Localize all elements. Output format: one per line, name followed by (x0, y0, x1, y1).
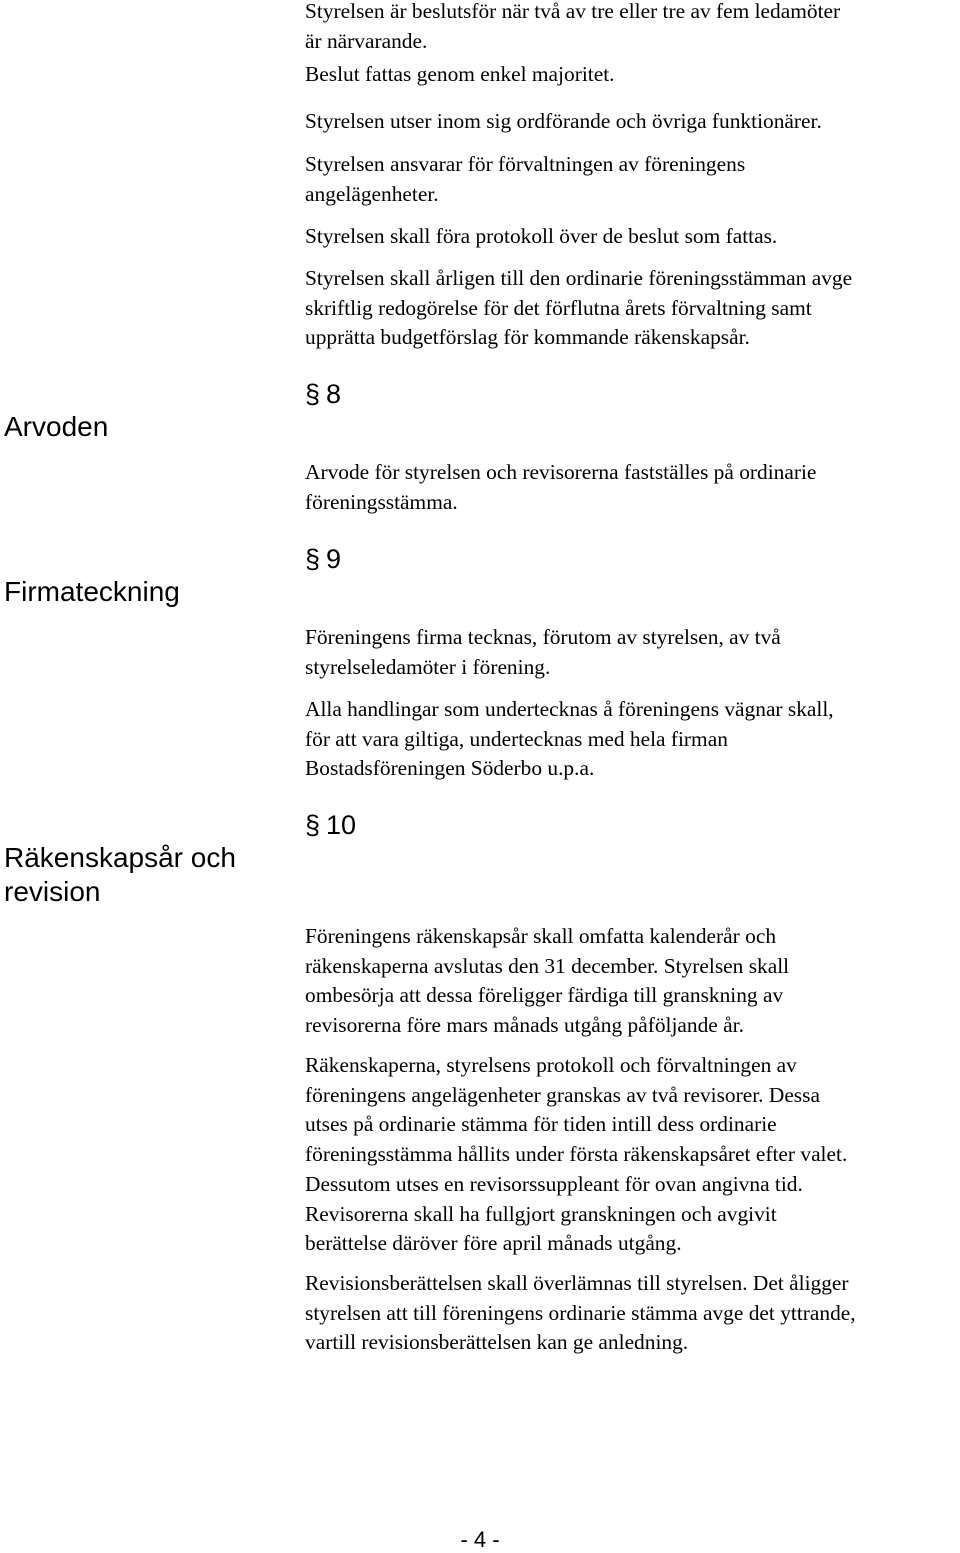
paragraph-line: vartill revisionsberättelsen kan ge anledning. (305, 1330, 689, 1355)
paragraph-beslut-majoritet (305, 60, 957, 90)
paragraph-line: Revisionsberättelsen skall överlämnas till styrelsen. Det åligger (305, 1271, 849, 1295)
paragraph-line: Räkenskaperna, styrelsens protokoll och förvaltningen av (305, 1053, 797, 1077)
paragraph-line: Arvode för styrelsen och revisorerna fastställes på ordinarie (305, 460, 817, 484)
paragraph-line: upprätta budgetförslag för kommande räkenskapsår. (305, 325, 750, 350)
paragraph-line: föreningsstämma hållits under första räkenskapsåret efter valet. (305, 1142, 848, 1167)
paragraph-styrelsen-ansvarar (305, 150, 957, 209)
paragraph-line: räkenskaperna avslutas den 31 december. Styrelsen skall (305, 953, 790, 978)
paragraph-line: föreningsstämma. (305, 489, 458, 514)
page-number: - 4 - (460, 1527, 500, 1552)
paragraph-line: Alla handlingar som undertecknas å föreningens vägnar skall, (305, 697, 834, 721)
paragraph-line: Bostadsföreningen Söderbo u.p.a. (305, 756, 595, 781)
section-number: 8 (326, 379, 342, 409)
paragraph-revisionsberattelsen (305, 1269, 957, 1358)
paragraph-line: revisorerna före mars månads utgång påföljande år. (305, 1013, 744, 1038)
section-heading-10 (305, 809, 356, 841)
paragraph-rakenskapsar (305, 922, 957, 1041)
paragraph-line: ombesörja att dessa föreligger färdiga till granskning av (305, 983, 784, 1008)
paragraph-granskas (305, 1051, 957, 1259)
section-number: 9 (326, 544, 342, 574)
section-heading-8 (305, 378, 341, 410)
paragraph-redogorelse (305, 264, 957, 353)
paragraph-line: skriftlig redogörelse för det förflutna årets förvaltning samt (305, 295, 812, 320)
paragraph-line: Styrelsen utser inom sig ordförande och övriga funktionärer. (305, 109, 822, 133)
paragraph-styrelsen-beslutsfor (305, 0, 957, 56)
paragraph-line: Styrelsen skall föra protokoll över de beslut som fattas. (305, 224, 778, 248)
paragraph-line: Dessutom utses en revisorssuppleant för ovan angivna tid. (305, 1171, 803, 1196)
paragraph-line: är närvarande. (305, 28, 428, 53)
sidebar-heading-arvoden: Arvoden (4, 411, 109, 442)
paragraph-line: Beslut fattas genom enkel majoritet. (305, 62, 615, 86)
sidebar-heading-rakenskapsar-och-revision (4, 841, 236, 909)
sidebar-heading-line: revision (4, 876, 101, 907)
paragraph-line: Styrelsen är beslutsför när två av tre eller tre av fem ledamöter (305, 0, 841, 23)
paragraph-line: Styrelsen skall årligen till den ordinarie föreningsstämman avge (305, 266, 853, 290)
paragraph-styrelsen-utser (305, 107, 957, 137)
paragraph-line: Föreningens räkenskapsår skall omfatta kalenderår och (305, 924, 777, 948)
section-heading-9 (305, 543, 341, 575)
paragraph-firma-tecknas (305, 623, 957, 682)
paragraph-line: Revisorerna skall ha fullgjort granskningen och avgivit (305, 1201, 777, 1226)
paragraph-line: föreningens angelägenheter granskas av två revisorer. Dessa (305, 1082, 820, 1107)
section-symbol: § (305, 379, 321, 409)
paragraph-line: berättelse däröver före april månads utgång. (305, 1231, 682, 1256)
paragraph-alla-handlingar (305, 695, 957, 784)
section-symbol: § (305, 544, 321, 574)
paragraph-line: styrelseledamöter i förening. (305, 654, 551, 679)
paragraph-line: styrelsen att till föreningens ordinarie stämma avge det yttrande, (305, 1300, 856, 1325)
paragraph-line: för att vara giltiga, undertecknas med hela firman (305, 726, 728, 751)
paragraph-line: Föreningens firma tecknas, förutom av styrelsen, av två (305, 625, 781, 649)
paragraph-arvode (305, 458, 957, 517)
sidebar-heading-line: Räkenskapsår och (4, 842, 236, 873)
sidebar-heading-firmateckning: Firmateckning (4, 576, 180, 607)
paragraph-protokoll (305, 222, 957, 252)
section-symbol: § (305, 810, 321, 840)
paragraph-line: Styrelsen ansvarar för förvaltningen av föreningens (305, 152, 746, 176)
paragraph-line: utses på ordinarie stämma för tiden intill dess ordinarie (305, 1112, 777, 1137)
section-number: 10 (326, 810, 357, 840)
paragraph-line: angelägenheter. (305, 181, 439, 206)
